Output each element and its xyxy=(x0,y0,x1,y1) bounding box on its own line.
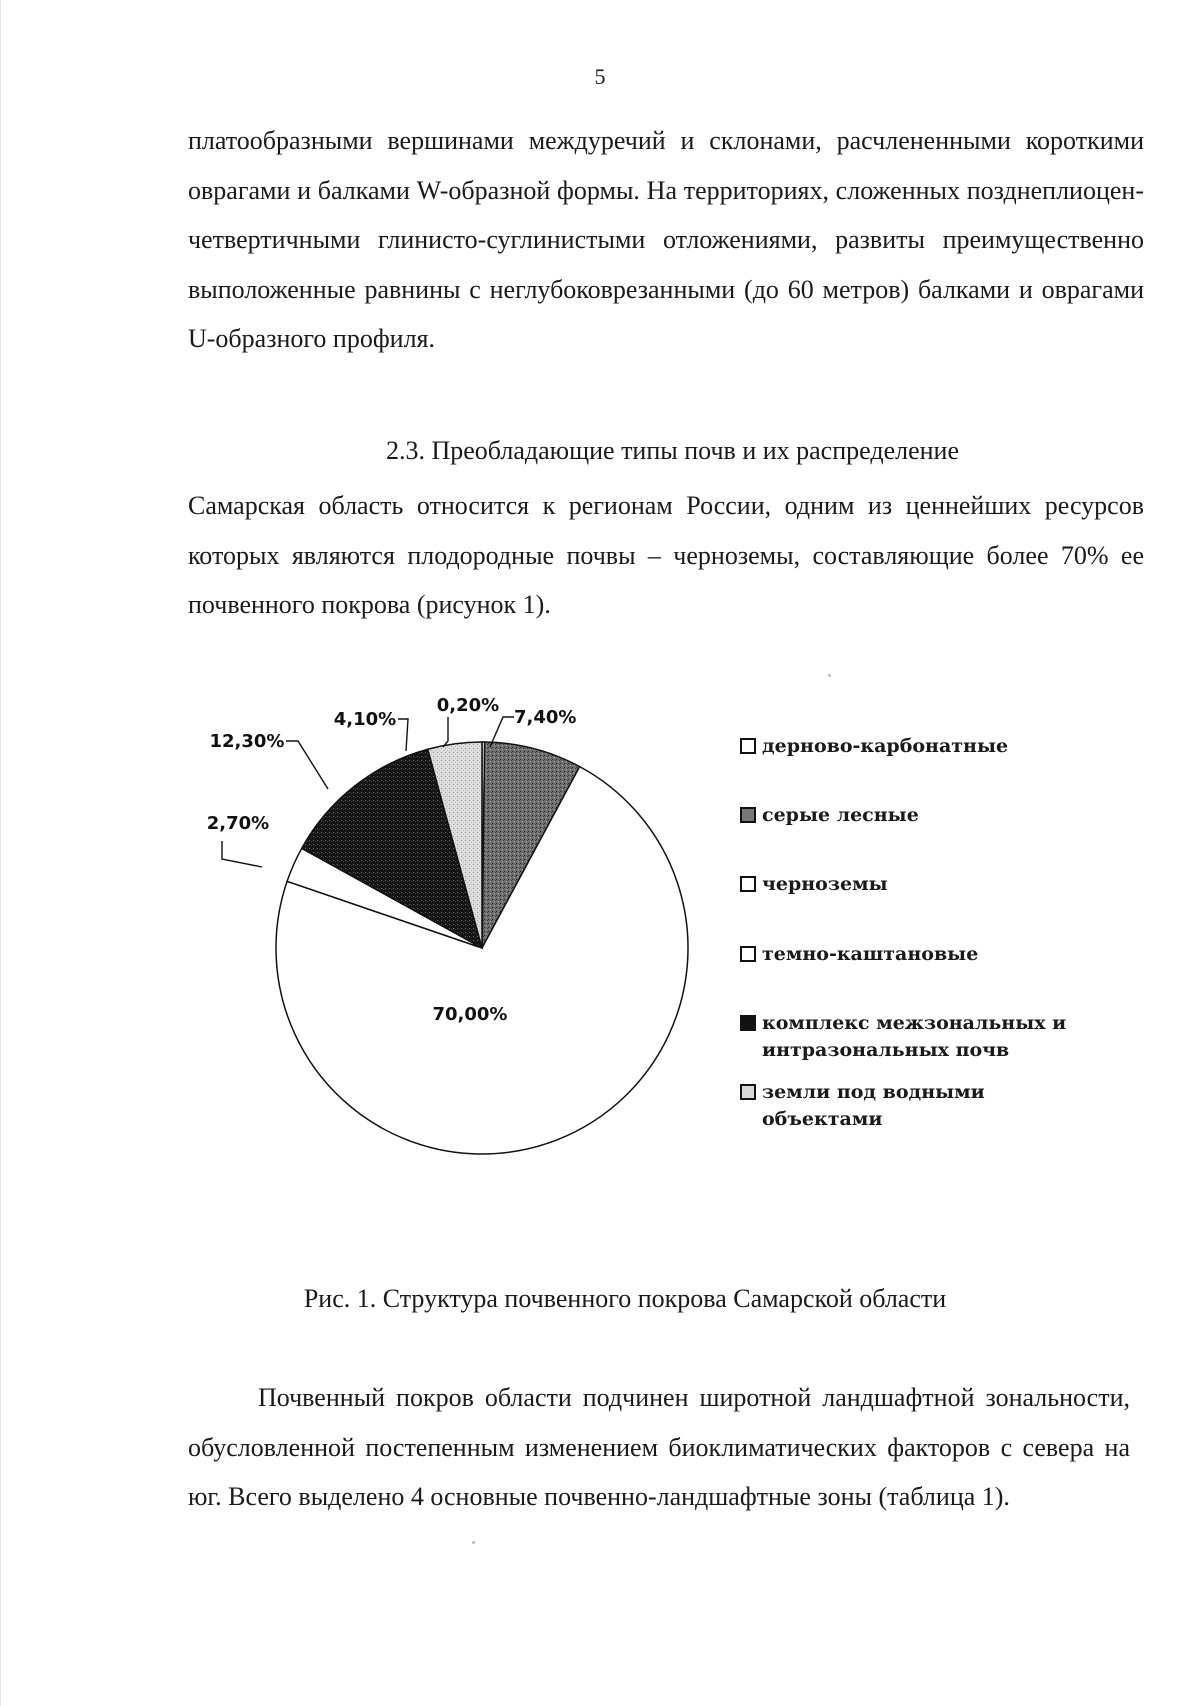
scan-artifact xyxy=(828,674,831,677)
legend-label: комплекс межзональных и интразональных почв xyxy=(762,1012,1067,1061)
pie-data-label: 2,70% xyxy=(206,813,270,834)
legend-item-chernozemy xyxy=(740,871,1100,898)
figure-pie-chart xyxy=(200,695,1100,1255)
pie-data-label: 7,40% xyxy=(514,707,577,728)
legend-label: черноземы xyxy=(762,873,888,895)
legend-swatch xyxy=(740,738,756,754)
page-number: 5 xyxy=(594,64,606,89)
legend-swatch xyxy=(740,876,756,892)
pie-data-label: 70,00% xyxy=(432,1004,508,1025)
section-heading: 2.3. Преобладающие типы почв и их распределение xyxy=(385,436,959,465)
paragraph-1: платообразными вершинами междуречий и склонами, расчлененными короткими оврагами и балками W-образной формы. На территориях, сложенных позднеплиоцен-четвертичными глинисто-суглинистыми отложениями, развиты преимущественно выположенные равнины с неглубоковрезанными (до 60 метров) балками и оврагами U-образного профиля. xyxy=(188,126,1144,353)
pie-leader-line xyxy=(286,741,328,789)
legend-item-derno-karbonatnye xyxy=(740,733,1100,760)
legend-label: дерново-карбонатные xyxy=(762,735,1009,757)
legend-item-serye-lesnye xyxy=(740,802,1100,829)
paragraph-3: Почвенный покров области подчинен широтной ландшафтной зональности, обусловленной постепенным изменением биоклиматических факторов с севера на юг. Всего выделено 4 основные почвенно-ландшафтные зоны (таблица 1). xyxy=(188,1383,1130,1511)
legend-label: темно-каштановые xyxy=(762,943,979,965)
pie-leader-line xyxy=(443,717,448,747)
legend-swatch xyxy=(740,807,756,823)
legend-label: серые лесные xyxy=(762,804,919,826)
legend-item-kompleks xyxy=(740,1010,1100,1064)
legend-item-vodnye-obekty xyxy=(740,1079,1100,1133)
pie-leader-line xyxy=(222,841,262,867)
legend-swatch xyxy=(740,1015,756,1031)
legend-swatch xyxy=(740,1084,756,1100)
legend-label: земли под водными объектами xyxy=(762,1081,985,1130)
pie-leader-line xyxy=(398,719,408,751)
paragraph-2: Самарская область относится к регионам России, одним из ценнейших ресурсов которых являются плодородные почвы – черноземы, составляющие более 70% ее почвенного покрова (рисунок 1). xyxy=(188,491,1144,619)
figure-caption: Рис. 1. Структура почвенного покрова Самарской области xyxy=(303,1284,947,1313)
legend-item-temno-kashtanovye xyxy=(740,941,1100,968)
legend-swatch xyxy=(740,946,756,962)
pie-chart xyxy=(200,695,740,1255)
pie-data-label: 0,20% xyxy=(436,695,500,716)
pie-data-label: 12,30% xyxy=(209,731,285,752)
pie-data-label: 4,10% xyxy=(333,709,397,730)
scan-artifact xyxy=(472,1541,475,1544)
pie-slices xyxy=(276,742,688,1154)
